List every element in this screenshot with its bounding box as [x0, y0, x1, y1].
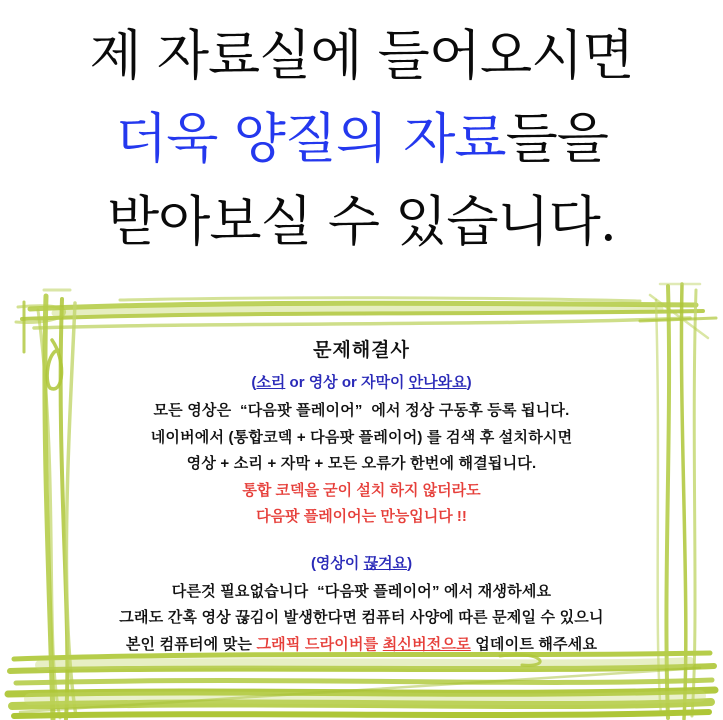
notice-red-2: 다음팟 플레이어는 만능입니다 !! — [256, 507, 467, 525]
notice-body-3: 영상 + 소리 + 자막 + 모든 오류가 한번에 해결됩니다. — [186, 455, 537, 472]
notice-red-1: 통합 코덱을 굳이 설치 하지 않더라도 — [242, 481, 481, 499]
notice-title: 문제해결사 — [313, 340, 410, 361]
intro-line-2-rest: 들을 — [505, 107, 608, 170]
intro-line-1: 제 자료실에 들어오시면 — [89, 24, 634, 87]
body-6-suffix: 업데이트 해주세요 — [470, 635, 598, 653]
video-header-underline: 끊겨요 — [363, 554, 408, 572]
notice-body-1: 모든 영상은 “다음팟 플레이어” 에서 정상 구동후 등록 됩니다. — [153, 402, 570, 419]
body-6-prefix: 본인 컴퓨터에 맞는 — [125, 635, 257, 653]
audio-header-underline-1: 소리 — [256, 374, 286, 391]
audio-issue-header — [0, 370, 723, 395]
video-header-close: ) — [407, 554, 413, 572]
notice-body-5: 그래도 간혹 영상 끊김이 발생한다면 컴퓨터 사양에 따른 문제일 수 있으니 — [119, 609, 604, 626]
intro-line-3: 받아보실 수 있습니다. — [107, 190, 616, 253]
intro-line-2-highlight: 더욱 양질의 자료 — [115, 107, 506, 170]
intro-line-2 — [0, 97, 723, 180]
notice-body-4: 다른것 필요없습니다 “다음팟 플레이어” 에서 재생하세요 — [171, 582, 552, 600]
audio-header-open: ( — [251, 374, 257, 391]
audio-header-underline-2: 안나와요 — [408, 374, 467, 391]
body-6-red: 그래픽 드라이버를 — [256, 635, 383, 653]
audio-header-middle: or 영상 or 자막이 — [285, 374, 409, 391]
body-6-red-underline: 최신버전으로 — [382, 635, 471, 653]
video-header-open: (영상이 — [310, 554, 364, 572]
notice-body-6 — [0, 632, 723, 659]
troubleshooting-notice — [0, 339, 723, 658]
section-gap — [0, 530, 723, 551]
notice-body-2: 네이버에서 (통합코덱 + 다음팟 플레이어) 를 검색 후 설치하시면 — [150, 428, 573, 446]
audio-header-close: ) — [466, 374, 472, 391]
video-issue-header — [0, 551, 723, 576]
intro-text — [0, 14, 723, 263]
